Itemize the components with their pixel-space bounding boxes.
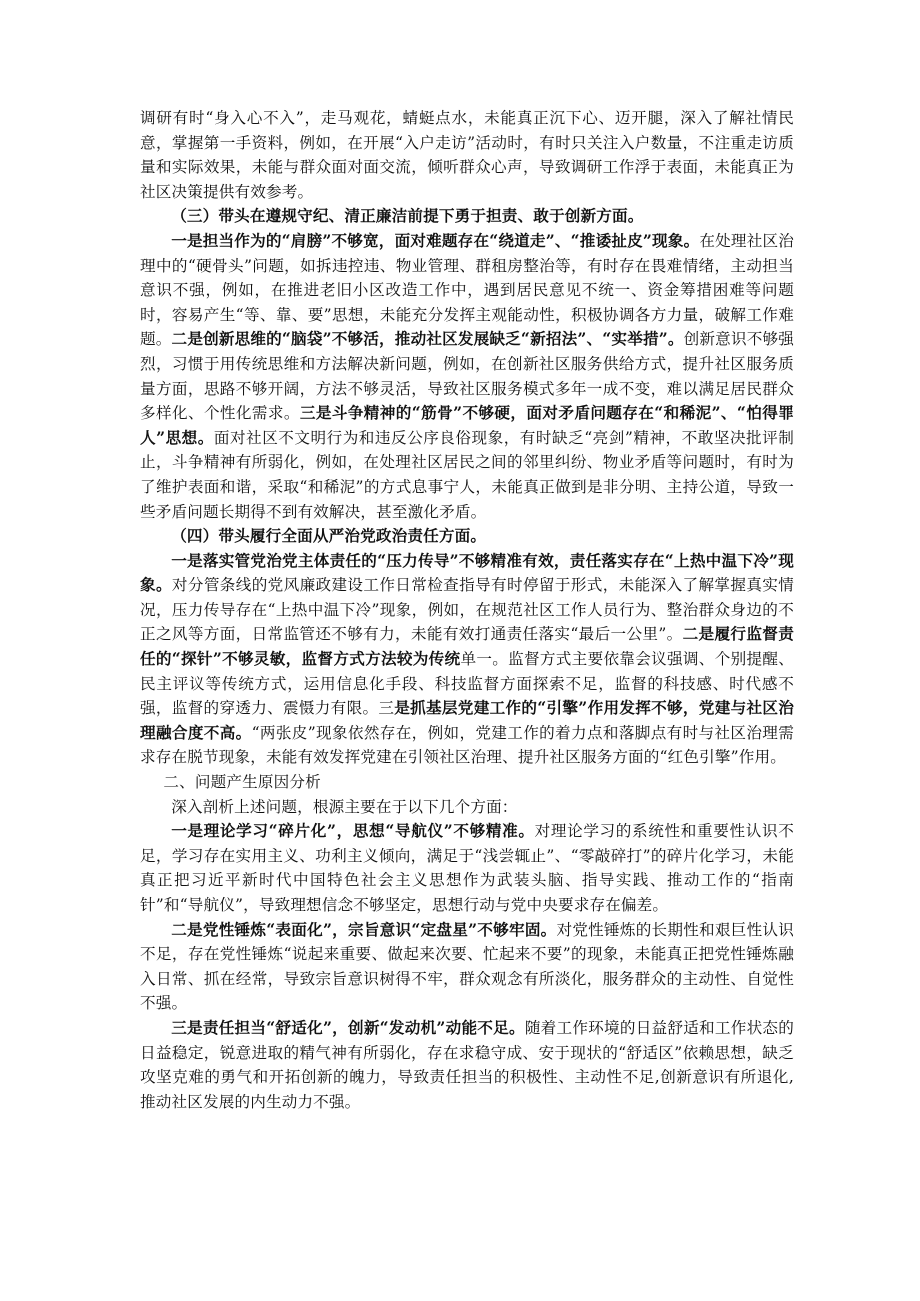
bold-lead-2: 二是履行监督责任的“探针”不够灵敏，监督方式方法较为传统 (140, 624, 794, 669)
paragraph-cause-responsibility (140, 1016, 794, 1114)
heading-text: （四）带头履行全面从严治党政治责任方面。 (171, 526, 487, 546)
bold-lead-2: 二是创新思维的“脑袋”不够活，推动社区发展缺乏“新招法”、“实举措”。 (171, 329, 684, 349)
bold-lead-3: 三是斗争精神的“筋骨”不够硬，面对矛盾问题存在“和稀泥”、“怕得罪人”思想。 (140, 403, 794, 447)
section-heading-4 (140, 524, 794, 549)
bold-lead-1: 一是落实管党治党主体责任的“压力传导”不够精准有效，责任落实存在“上热中温下冷”现象。 (140, 550, 794, 595)
text-run: “两张皮”现象依然存在，例如，党建工作的着力点和落脚点有时与社区治理需求存在脱节现象，未能有效发挥党建在引领社区治理、提升社区服务方面的“红色引擎”作用。 (140, 723, 794, 767)
paragraph-cause-theory (140, 819, 794, 917)
paragraph-responsibility-innovation (140, 229, 794, 524)
text-run: 在处理社区治理中的“硬骨头”问题，如拆违控违、物业管理、群租房整治等，有时存在畏难情绪，主动担当意识不强，例如，在推进老旧小区改造工作中，遇到居民意见不统一、资金筹措困难等问题时，容易产生“等、靠、要”思想，未能充分发挥主观能动性，积极协调各方力量，破解工作难题。 (140, 231, 794, 349)
chapter-heading-2 (140, 770, 794, 795)
text-run: 面对社区不文明行为和违反公序良俗现象，有时缺乏“亮剑”精神，不敢坚决批评制止，斗争精神有所弱化，例如，在处理社区居民之间的邻里纠纷、物业矛盾等问题时，有时为了维护表面和谐，采取“和稀泥”的方式息事宁人，未能真正做到是非分明、主持公道，导致一些矛盾问题长期得不到有效解决，甚至激化矛盾。 (140, 428, 794, 521)
text-run: 对理论学习的系统性和重要性认识不足，学习存在实用主义、功利主义倾向，满足于“浅尝辄止”、“零敲碎打”的碎片化学习，未能真正把习近平新时代中国特色社会主义思想作为武装头脑、指导实践、推动工作的“指南针”和“导航仪”，导致理想信念不够坚定，思想行动与党中央要求存在偏差。 (140, 822, 794, 914)
heading-text: （三）带头在遵规守纪、清正廉洁前提下勇于担责、敢于创新方面。 (171, 206, 644, 226)
text-run: 对党性锤炼的长期性和艰巨性认识不足，存在党性锤炼“说起来重要、做起来次要、忙起来不要”的现象，未能真正把党性锤炼融入日常、抓在经常，导致宗旨意识树得不牢，群众观念有所淡化，服务群众的主动性、自觉性不强。 (140, 920, 794, 1013)
bold-lead-1: 一是理论学习“碎片化”，思想“导航仪”不够精准。 (171, 821, 535, 841)
paragraph-cause-party-spirit (140, 918, 794, 1016)
text-run: 单一。监督方式主要依靠会议强调、个别提醒、民主评议等传统方式，运用信息化手段、科技监督方面探索不足，监督的科技感、时代感不强，监督的穿透力、震慑力有限。三 (140, 650, 794, 718)
paragraph-research-issue (140, 106, 794, 204)
section-heading-3 (140, 204, 794, 229)
text-run: 调研有时“身入心不入”，走马观花，蜻蜓点水，未能真正沉下心、迈开腿，深入了解社情民意，掌握第一手资料，例如，在开展“入户走访”活动时，有时只关注入户数量，不注重走访质量和实际效果，未能与群众面对面交流，倾听群众心声，导致调研工作浮于表面，未能真正为社区决策提供有效参考。 (140, 109, 794, 201)
paragraph-root-cause-intro (140, 795, 794, 820)
bold-lead-2: 二是党性锤炼“表面化”，宗旨意识“定盘星”不够牢固。 (171, 919, 557, 939)
document-page (140, 106, 794, 1114)
bold-lead-1: 一是担当作为的“肩膀”不够宽，面对难题存在“绕道走”、“推诿扯皮”现象。 (171, 230, 700, 250)
bold-lead-3: 三是责任担当“舒适化”，创新“发动机”动能不足。 (171, 1017, 525, 1037)
bold-lead-3: 是抓基层党建工作的“引擎”作用发挥不够，党建与社区治理融合度不高。 (140, 698, 794, 742)
text-run: 创新意识不够强烈，习惯于用传统思维和方法解决新问题，例如，在创新社区服务供给方式，提升社区服务质量方面，思路不够开阔，方法不够灵活，导致社区服务模式多年一成不变，难以满足居民群众多样化、个性化需求。 (140, 330, 794, 423)
text-run: 对分管条线的党风廉政建设工作日常检查指导有时停留于形式，未能深入了解掌握真实情况，压力传导存在“上热中温下冷”现象，例如，在规范社区工作人员行为、整治群众身边的不正之风等方面，日常监管还不够有力，未能有效打通责任落实“最后一公里”。 (140, 576, 794, 644)
text-run: 深入剖析上述问题，根源主要在于以下几个方面： (171, 797, 518, 816)
heading-text: 二、问题产生原因分析 (163, 773, 321, 792)
paragraph-party-governance (140, 549, 794, 770)
text-run: 随着工作环境的日益舒适和工作状态的日益稳定，锐意进取的精气神有所弱化，存在求稳守成、安于现状的“舒适区”依赖思想，缺乏攻坚克难的勇气和开拓创新的魄力，导致责任担当的积极性、主动性不足,创新意识有所退化,推动社区发展的内生动力不强。 (140, 1018, 794, 1111)
